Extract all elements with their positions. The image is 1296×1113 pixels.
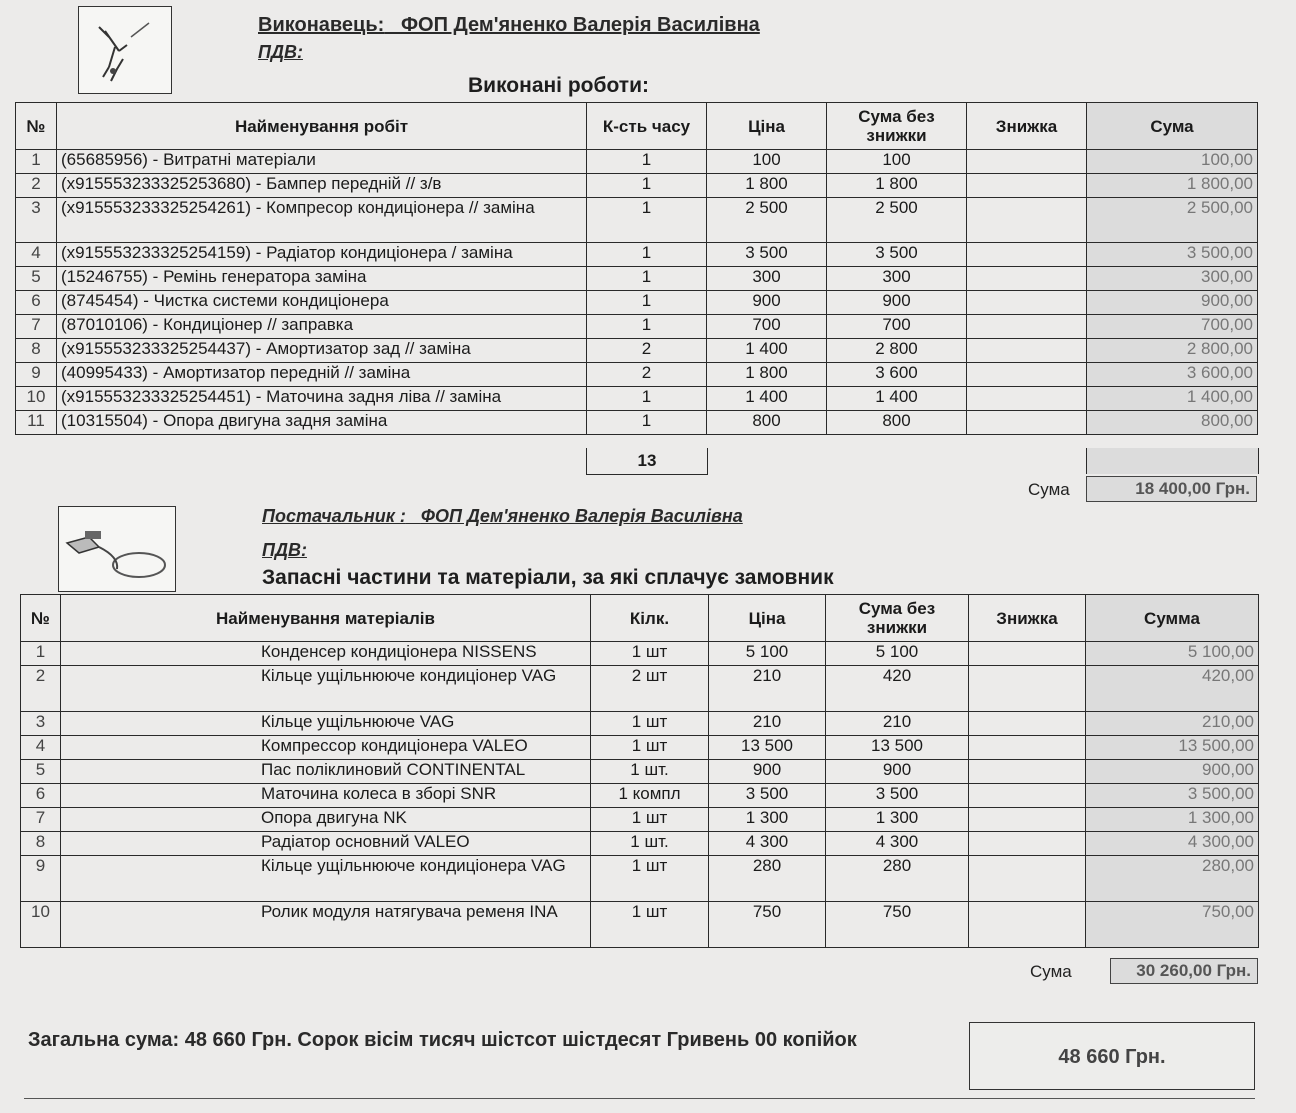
works-cell-no: 10 — [16, 387, 57, 411]
parts-cell-qty: 1 шт — [591, 902, 709, 948]
works-cell-sum-nd: 800 — [827, 411, 967, 435]
parts-row — [21, 736, 1259, 760]
parts-cell-no: 6 — [21, 784, 61, 808]
parts-col-no: № — [21, 595, 61, 642]
parts-cell-sum: 4 300,00 — [1086, 832, 1259, 856]
works-cell-no: 3 — [16, 198, 57, 243]
works-cell-sum-nd: 1 400 — [827, 387, 967, 411]
parts-logo-icon — [59, 507, 175, 591]
works-row — [16, 174, 1258, 198]
parts-cell-qty: 1 шт — [591, 736, 709, 760]
parts-cell-price: 750 — [709, 902, 826, 948]
parts-row — [21, 760, 1259, 784]
works-cell-discount — [967, 267, 1087, 291]
parts-cell-discount — [969, 784, 1086, 808]
works-cell-sum-nd: 3 500 — [827, 243, 967, 267]
works-sum-box — [1086, 476, 1257, 502]
parts-cell-no: 7 — [21, 808, 61, 832]
works-cell-sum-nd: 2 500 — [827, 198, 967, 243]
works-cell-sum-nd: 300 — [827, 267, 967, 291]
works-col-sum: Сума — [1087, 103, 1258, 150]
works-cell-qty: 1 — [587, 315, 707, 339]
works-cell-sum: 1 800,00 — [1087, 174, 1258, 198]
grand-total-box — [969, 1022, 1255, 1090]
parts-cell-discount — [969, 832, 1086, 856]
works-row — [16, 339, 1258, 363]
parts-cell-discount — [969, 712, 1086, 736]
works-table — [15, 102, 1258, 435]
parts-col-price: Ціна — [709, 595, 826, 642]
works-cell-qty: 2 — [587, 363, 707, 387]
parts-row — [21, 642, 1259, 666]
parts-cell-price: 280 — [709, 856, 826, 902]
parts-cell-discount — [969, 736, 1086, 760]
executor-line — [258, 14, 760, 37]
supplier-vat: ПДВ: — [262, 540, 307, 560]
works-row — [16, 267, 1258, 291]
parts-cell-sum-nd: 210 — [826, 712, 969, 736]
works-cell-discount — [967, 339, 1087, 363]
works-cell-name: (x915553233325254451) - Маточина задня ліва // заміна — [57, 387, 587, 411]
parts-row — [21, 808, 1259, 832]
bottom-divider — [24, 1098, 1255, 1099]
works-cell-discount — [967, 363, 1087, 387]
works-cell-price: 700 — [707, 315, 827, 339]
works-cell-name: (65685956) - Витратні матеріали — [57, 150, 587, 174]
works-cell-name: (40995433) - Амортизатор передній // заміна — [57, 363, 587, 387]
works-cell-name: (10315504) - Опора двигуна задня заміна — [57, 411, 587, 435]
parts-cell-qty: 2 шт — [591, 666, 709, 712]
works-cell-no: 11 — [16, 411, 57, 435]
parts-cell-qty: 1 шт — [591, 856, 709, 902]
parts-cell-no: 10 — [21, 902, 61, 948]
parts-cell-name: Кільце ущільнююче кондиціонер VAG — [61, 666, 591, 712]
parts-cell-sum: 210,00 — [1086, 712, 1259, 736]
works-cell-discount — [967, 387, 1087, 411]
works-title: Виконані роботи: — [468, 74, 649, 97]
parts-cell-name: Пас поліклиновий CONTINENTAL — [61, 760, 591, 784]
works-sum-value: 18 400,00 Грн. — [1135, 479, 1250, 498]
works-cell-discount — [967, 243, 1087, 267]
works-cell-price: 900 — [707, 291, 827, 315]
parts-cell-qty: 1 шт — [591, 712, 709, 736]
executor-label: Виконавець: — [258, 14, 385, 36]
parts-col-sum-nd: Сума без знижки — [826, 595, 969, 642]
parts-cell-sum-nd: 900 — [826, 760, 969, 784]
works-cell-no: 6 — [16, 291, 57, 315]
works-cell-price: 300 — [707, 267, 827, 291]
works-sum-label: Сума — [1028, 480, 1070, 499]
parts-logo-icon — [79, 7, 171, 93]
parts-cell-sum: 3 500,00 — [1086, 784, 1259, 808]
works-col-discount: Знижка — [967, 103, 1087, 150]
parts-cell-sum: 280,00 — [1086, 856, 1259, 902]
grand-total-value: 48 660 Грн. — [1058, 1046, 1166, 1068]
parts-cell-price: 4 300 — [709, 832, 826, 856]
works-cell-discount — [967, 150, 1087, 174]
parts-cell-price: 5 100 — [709, 642, 826, 666]
parts-cell-sum-nd: 420 — [826, 666, 969, 712]
works-cell-price: 800 — [707, 411, 827, 435]
works-cell-no: 9 — [16, 363, 57, 387]
works-cell-price: 2 500 — [707, 198, 827, 243]
parts-cell-price: 1 300 — [709, 808, 826, 832]
works-cell-no: 7 — [16, 315, 57, 339]
works-cell-no: 1 — [16, 150, 57, 174]
supplier-logo — [58, 506, 176, 592]
parts-cell-name: Конденсер кондиціонера NISSENS — [61, 642, 591, 666]
parts-row — [21, 712, 1259, 736]
works-cell-sum-nd: 3 600 — [827, 363, 967, 387]
executor-name: ФОП Дем'яненко Валерія Василівна — [400, 14, 760, 36]
works-cell-no: 4 — [16, 243, 57, 267]
works-total-hours-box — [586, 448, 708, 475]
works-cell-price: 100 — [707, 150, 827, 174]
works-col-sum-nd: Сума без знижки — [827, 103, 967, 150]
parts-cell-sum: 5 100,00 — [1086, 642, 1259, 666]
works-row — [16, 315, 1258, 339]
works-row — [16, 198, 1258, 243]
parts-cell-sum: 13 500,00 — [1086, 736, 1259, 760]
grand-total-text: Загальна сума: 48 660 Грн. Сорок вісім тисяч шістсот шістдесят Гривень 00 копійок — [28, 1029, 857, 1051]
parts-cell-price: 13 500 — [709, 736, 826, 760]
works-row — [16, 411, 1258, 435]
parts-cell-sum-nd: 4 300 — [826, 832, 969, 856]
parts-cell-qty: 1 шт. — [591, 760, 709, 784]
parts-cell-name: Маточина колеса в зборі SNR — [61, 784, 591, 808]
works-cell-qty: 1 — [587, 387, 707, 411]
works-cell-price: 1 800 — [707, 363, 827, 387]
works-cell-name: (87010106) - Кондиціонер // заправка — [57, 315, 587, 339]
parts-cell-no: 4 — [21, 736, 61, 760]
parts-cell-qty: 1 шт — [591, 808, 709, 832]
parts-cell-sum: 900,00 — [1086, 760, 1259, 784]
parts-cell-price: 210 — [709, 712, 826, 736]
works-cell-qty: 1 — [587, 174, 707, 198]
parts-row — [21, 832, 1259, 856]
works-cell-qty: 1 — [587, 150, 707, 174]
works-row — [16, 243, 1258, 267]
parts-cell-sum-nd: 1 300 — [826, 808, 969, 832]
supplier-label: Постачальник : — [262, 506, 406, 526]
executor-vat: ПДВ: — [258, 42, 303, 62]
parts-cell-sum: 420,00 — [1086, 666, 1259, 712]
works-cell-name: (x915553233325253680) - Бампер передній // з/в — [57, 174, 587, 198]
works-cell-name: (x915553233325254437) - Амортизатор зад // заміна — [57, 339, 587, 363]
works-row — [16, 363, 1258, 387]
executor-logo — [78, 6, 172, 94]
works-col-no: № — [16, 103, 57, 150]
parts-cell-discount — [969, 642, 1086, 666]
works-col-price: Ціна — [707, 103, 827, 150]
parts-cell-no: 2 — [21, 666, 61, 712]
parts-cell-name: Радіатор основний VALEO — [61, 832, 591, 856]
parts-cell-sum-nd: 750 — [826, 902, 969, 948]
parts-cell-name: Кільце ущільнююче кондиціонера VAG — [61, 856, 591, 902]
parts-cell-discount — [969, 760, 1086, 784]
parts-col-qty: Кілк. — [591, 595, 709, 642]
works-cell-no: 8 — [16, 339, 57, 363]
parts-cell-name: Компрессор кондиціонера VALEO — [61, 736, 591, 760]
parts-cell-no: 5 — [21, 760, 61, 784]
parts-cell-qty: 1 шт. — [591, 832, 709, 856]
parts-cell-sum-nd: 280 — [826, 856, 969, 902]
parts-cell-no: 3 — [21, 712, 61, 736]
works-cell-sum-nd: 1 800 — [827, 174, 967, 198]
works-cell-price: 1 400 — [707, 339, 827, 363]
parts-cell-name: Ролик модуля натягувача ременя INA — [61, 902, 591, 948]
works-cell-discount — [967, 198, 1087, 243]
parts-cell-name: Опора двигуна NK — [61, 808, 591, 832]
parts-cell-name: Кільце ущільнююче VAG — [61, 712, 591, 736]
works-row — [16, 291, 1258, 315]
parts-cell-discount — [969, 856, 1086, 902]
works-cell-sum: 300,00 — [1087, 267, 1258, 291]
works-cell-no: 2 — [16, 174, 57, 198]
parts-cell-no: 9 — [21, 856, 61, 902]
works-total-hours: 13 — [637, 451, 657, 470]
works-col-name: Найменування робіт — [57, 103, 587, 150]
parts-row — [21, 856, 1259, 902]
works-cell-sum: 2 500,00 — [1087, 198, 1258, 243]
works-row — [16, 150, 1258, 174]
parts-table — [20, 594, 1259, 948]
works-cell-qty: 1 — [587, 267, 707, 291]
works-cell-sum: 3 500,00 — [1087, 243, 1258, 267]
parts-sum-box — [1110, 958, 1258, 984]
parts-cell-discount — [969, 666, 1086, 712]
parts-sum-label: Сума — [1030, 962, 1072, 981]
works-cell-sum: 100,00 — [1087, 150, 1258, 174]
parts-sum-value: 30 260,00 Грн. — [1136, 961, 1251, 980]
works-cell-no: 5 — [16, 267, 57, 291]
works-cell-discount — [967, 291, 1087, 315]
parts-cell-sum-nd: 3 500 — [826, 784, 969, 808]
works-cell-price: 1 400 — [707, 387, 827, 411]
parts-cell-discount — [969, 902, 1086, 948]
works-cell-price: 3 500 — [707, 243, 827, 267]
works-cell-discount — [967, 174, 1087, 198]
supplier-line — [262, 506, 743, 527]
works-cell-name: (x915553233325254261) - Компресор кондиціонера // заміна — [57, 198, 587, 243]
works-cell-qty: 1 — [587, 291, 707, 315]
works-cell-qty: 1 — [587, 243, 707, 267]
parts-cell-sum: 1 300,00 — [1086, 808, 1259, 832]
works-cell-sum-nd: 2 800 — [827, 339, 967, 363]
parts-row — [21, 902, 1259, 948]
parts-cell-price: 3 500 — [709, 784, 826, 808]
parts-cell-sum: 750,00 — [1086, 902, 1259, 948]
works-cell-qty: 1 — [587, 411, 707, 435]
parts-cell-no: 1 — [21, 642, 61, 666]
works-cell-sum: 900,00 — [1087, 291, 1258, 315]
parts-header-row — [21, 595, 1259, 642]
parts-title: Запасні частини та матеріали, за які сплачує замовник — [262, 566, 834, 589]
works-cell-discount — [967, 411, 1087, 435]
parts-col-discount: Знижка — [969, 595, 1086, 642]
works-cell-name: (15246755) - Ремінь генератора заміна — [57, 267, 587, 291]
works-cell-name: (x915553233325254159) - Радіатор кондиціонера / заміна — [57, 243, 587, 267]
parts-row — [21, 666, 1259, 712]
works-col-hours: К-сть часу — [587, 103, 707, 150]
works-cell-sum: 1 400,00 — [1087, 387, 1258, 411]
parts-row — [21, 784, 1259, 808]
parts-col-sum: Сумма — [1086, 595, 1259, 642]
works-cell-sum-nd: 100 — [827, 150, 967, 174]
works-cell-sum: 2 800,00 — [1087, 339, 1258, 363]
works-cell-sum: 800,00 — [1087, 411, 1258, 435]
parts-cell-sum-nd: 5 100 — [826, 642, 969, 666]
works-cell-qty: 1 — [587, 198, 707, 243]
parts-col-name: Найменування матеріалів — [61, 595, 591, 642]
parts-cell-sum-nd: 13 500 — [826, 736, 969, 760]
parts-cell-price: 900 — [709, 760, 826, 784]
works-cell-sum: 700,00 — [1087, 315, 1258, 339]
works-cell-sum-nd: 700 — [827, 315, 967, 339]
parts-cell-qty: 1 компл — [591, 784, 709, 808]
parts-cell-qty: 1 шт — [591, 642, 709, 666]
works-cell-name: (8745454) - Чистка системи кондиціонера — [57, 291, 587, 315]
works-cell-sum-nd: 900 — [827, 291, 967, 315]
works-cell-sum: 3 600,00 — [1087, 363, 1258, 387]
parts-cell-price: 210 — [709, 666, 826, 712]
works-sum-cell-extend — [1086, 448, 1259, 474]
works-header-row — [16, 103, 1258, 150]
works-row — [16, 387, 1258, 411]
parts-cell-no: 8 — [21, 832, 61, 856]
works-cell-qty: 2 — [587, 339, 707, 363]
parts-cell-discount — [969, 808, 1086, 832]
works-cell-discount — [967, 315, 1087, 339]
supplier-name: ФОП Дем'яненко Валерія Василівна — [420, 506, 743, 526]
works-cell-price: 1 800 — [707, 174, 827, 198]
